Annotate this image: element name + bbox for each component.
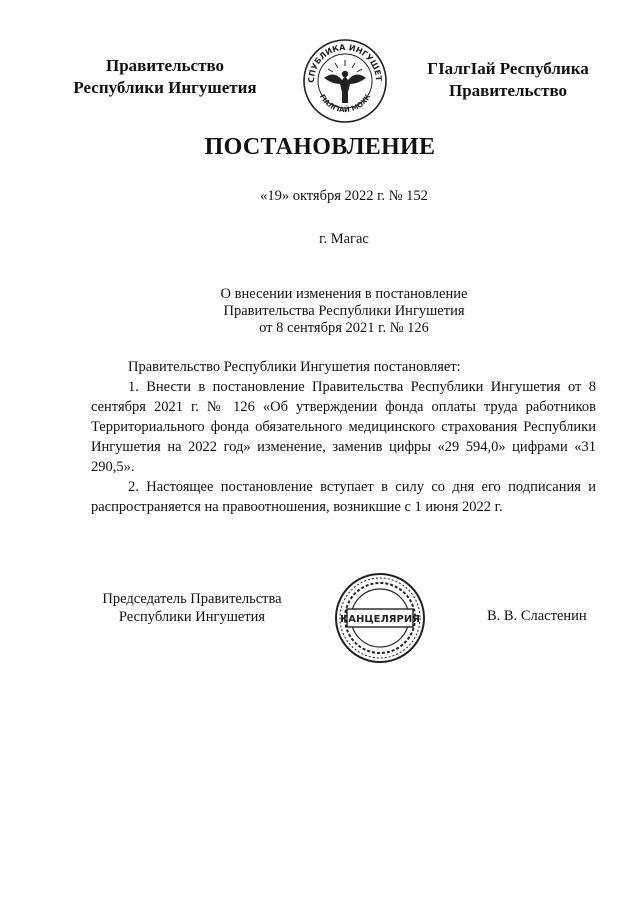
item-1: 1. Внести в постановление Правительства Республики Ингушетия от 8 сентября 2021 г. № 126 «Об утверждении фонда оплаты труда работников Территориального фонда обязательного медицинского страхования Республики Ингушетия на 2022 год» изменение, заменив цифры «29 594,0» цифрами «31 290,5». — [91, 379, 596, 475]
document-date: «19» октября 2022 г. № 152 — [260, 188, 428, 204]
svg-text:РЕСПУБЛИКА ИНГУШЕТИЯ — [302, 38, 383, 83]
document-title: ПОСТАНОВЛЕНИЕ — [204, 134, 436, 160]
signer-position-line1: Председатель Правительства — [102, 591, 282, 607]
document-body — [91, 357, 596, 517]
emblem-ring-top: СПУБЛИКА ИНГУШЕТ — [306, 42, 384, 83]
header-left-line2: Республики Ингушетия — [73, 78, 257, 97]
emblem-ring-bottom: ГIАЛГIАЙ МОХК — [317, 92, 373, 115]
signer-position — [94, 590, 290, 626]
signer-position-line2: Республики Ингушетия — [118, 609, 266, 625]
header-right-line1: ГIалгIай Республика — [427, 59, 589, 78]
document-subject — [0, 286, 640, 337]
document-city: г. Магас — [319, 231, 369, 247]
subject-line: от 8 сентября 2021 г. № 126 — [259, 320, 429, 336]
signer-name: В. В. Сластенин — [487, 608, 587, 624]
header-right-line2: Правительство — [448, 81, 568, 100]
subject-line: Правительства Республики Ингушетия — [223, 303, 465, 319]
stamp-center-text: КАНЦЕЛЯРИЯ — [340, 614, 420, 625]
coat-of-arms-icon — [302, 38, 388, 124]
header-left-line1: Правительство — [105, 56, 225, 75]
header-left — [40, 55, 290, 99]
preamble: Правительство Республики Ингушетия постановляет: — [128, 359, 461, 375]
round-stamp-icon — [334, 572, 426, 664]
item-2: 2. Настоящее постановление вступает в силу со дня его подписания и распространяется на правоотношения, возникшие с 1 июня 2022 г. — [91, 479, 596, 515]
header-right — [408, 58, 608, 102]
subject-line: О внесении изменения в постановление — [220, 286, 468, 302]
